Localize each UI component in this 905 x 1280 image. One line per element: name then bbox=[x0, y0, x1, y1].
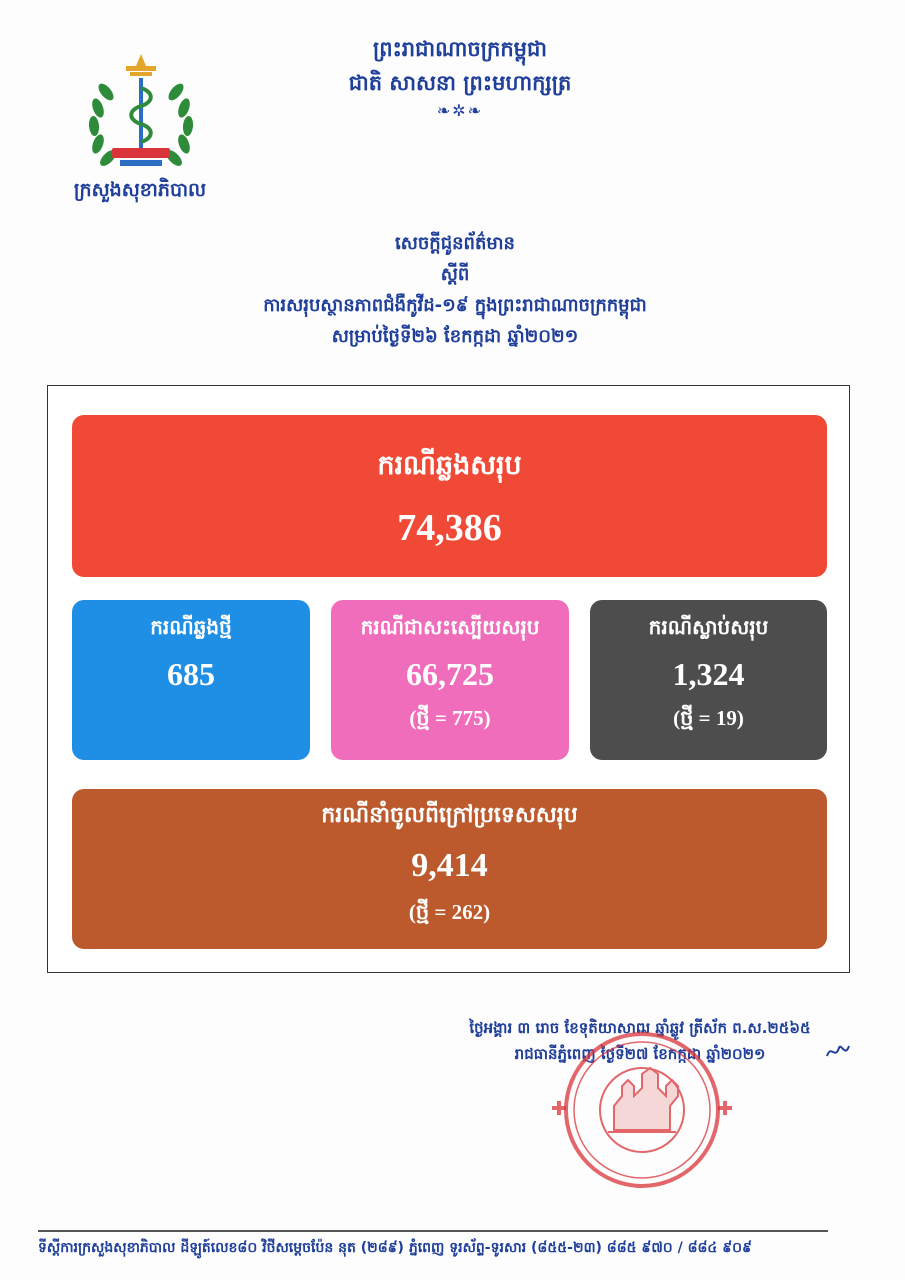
recovered-value: 66,725 bbox=[406, 656, 494, 692]
footer-divider bbox=[38, 1230, 828, 1232]
new-cases-label: ករណីឆ្លងថ្មី bbox=[150, 615, 232, 639]
ministry-logo bbox=[82, 48, 200, 178]
ornament: ❧✲❧ bbox=[436, 101, 484, 120]
imported-cases-card bbox=[72, 789, 827, 949]
national-motto: ជាតិ សាសនា ព្រះមហាក្សត្រ bbox=[348, 71, 572, 95]
deaths-value: 1,324 bbox=[672, 656, 745, 692]
deaths-new: (ថ្មី = 19) bbox=[673, 706, 744, 730]
imported-label: ករណីនាំចូលពីក្រៅប្រទេសសរុប bbox=[321, 803, 578, 828]
ministry-name: ក្រសួងសុខាភិបាល bbox=[73, 179, 207, 201]
heading-line-4: សម្រាប់ថ្ងៃទី២៦ ខែកក្កដា ឆ្នាំ២០២១ bbox=[331, 326, 579, 347]
signature bbox=[825, 1040, 851, 1062]
kingdom-header bbox=[250, 32, 670, 122]
imported-value: 9,414 bbox=[411, 847, 488, 884]
new-cases-card bbox=[72, 600, 310, 760]
new-cases-value: 685 bbox=[167, 656, 215, 692]
kingdom-name: ព្រះរាជាណាចក្រកម្ពុជា bbox=[372, 37, 547, 61]
deaths-label: ករណីស្លាប់សរុប bbox=[648, 615, 769, 639]
official-seal bbox=[542, 1030, 742, 1190]
total-cases-label: ករណីឆ្លងសរុប bbox=[377, 450, 522, 481]
recovered-new: (ថ្មី = 775) bbox=[409, 706, 491, 730]
total-cases-card bbox=[72, 415, 827, 577]
document-heading bbox=[150, 228, 760, 352]
total-cases-value: 74,386 bbox=[397, 507, 502, 549]
recovered-card bbox=[331, 600, 569, 760]
lunar-date: ថ្ងៃអង្គារ ៣ រោច ខែទុតិយាសាឍ ឆ្នាំឆ្លូវ ត្រីស័ក ព.ស.២៥៦៥ bbox=[469, 1019, 811, 1037]
footer-address: ទីស្តីការក្រសួងសុខាភិបាល ដីឡូត៍លេខ៨០ វិថីសម្តេចប៉ែន នុត (២៨៩) ភ្នំពេញ ទូរស័ព្ទ-ទូរសារ (៨៥៥-២៣) ៨៨៥ ៩៧០ / ៨៨៤ ៩០៩ bbox=[38, 1240, 752, 1256]
heading-line-3: ការសរុបស្ថានភាពជំងឺកូវីដ-១៩ ក្នុងព្រះរាជាណាចក្រកម្ពុជា bbox=[263, 295, 647, 316]
heading-line-1: សេចក្តីជូនព័ត៌មាន bbox=[395, 233, 515, 254]
imported-new: (ថ្មី = 262) bbox=[408, 900, 491, 924]
heading-line-2: ស្តីពី bbox=[440, 264, 470, 285]
solar-date: រាជធានីភ្នំពេញ ថ្ងៃទី២៧ ខែកក្កដា ឆ្នាំ២០២១ bbox=[514, 1045, 766, 1063]
deaths-card bbox=[590, 600, 827, 760]
recovered-label: ករណីជាសះស្បើយសរុប bbox=[360, 615, 540, 639]
